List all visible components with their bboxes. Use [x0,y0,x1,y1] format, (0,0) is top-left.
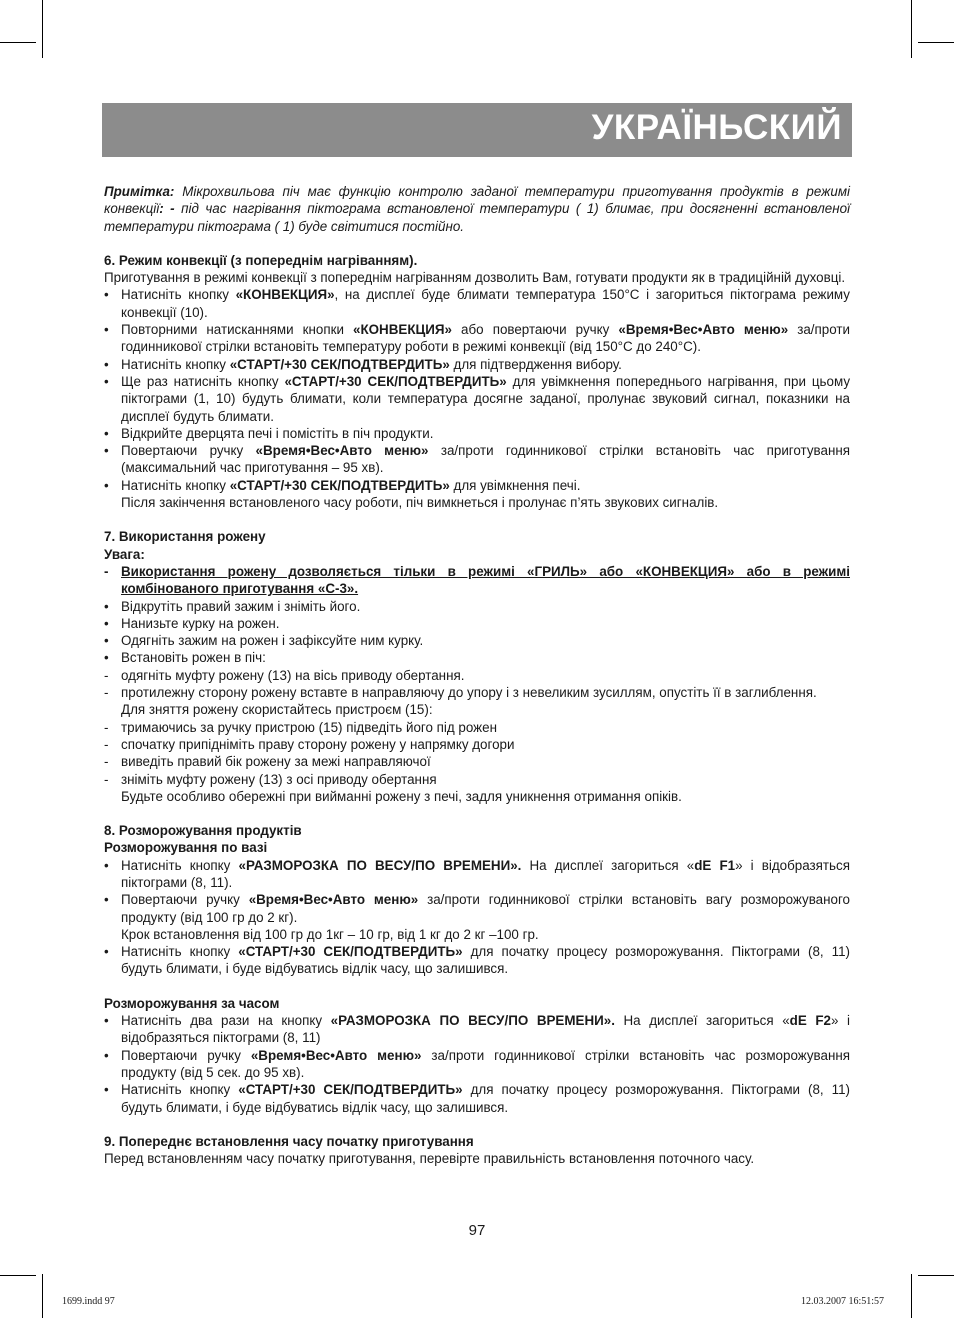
list-item: • Натисніть кнопку «СТАРТ/+30 СЕК/ПОДТВЕРДИТЬ» для початку процесу розморожування. Піктограми (8, 11) будуть блимати, і буде відбуватись відлік часу, що залишився. [104,1082,851,1115]
bullet-marker: • [104,356,109,372]
section-heading: 6. Режим конвекції (з попереднім нагріванням). [104,252,418,268]
crop-mark [911,0,912,58]
dash-marker: - [104,736,109,752]
bullet-marker: • [104,650,109,666]
dash-marker: - [104,771,109,787]
crop-mark [0,1275,36,1276]
bullet-marker: • [104,944,109,960]
list-continuation: Для зняття рожену скористайтесь пристроєм (15): [121,702,433,718]
dash-marker: - [104,667,109,683]
list-item: - зніміть муфту рожену (13) з осі приводу обертання [104,771,437,787]
crop-mark [918,1275,954,1276]
dash-marker: - [104,754,109,770]
bullet-marker: • [104,598,109,614]
list-item: • Повертаючи ручку «Время•Вес•Авто меню» за/проти годинникової стрілки встановіть час приготування (максимальний час приготування – 95 хв). [104,443,850,476]
crop-mark [0,42,36,43]
list-item: - одягніть муфту рожену (13) на вісь приводу обертання. [104,667,465,683]
section-heading: 7. Використання рожену [104,529,266,545]
note-paragraph [104,183,850,235]
timestamp-slug: 12.03.2007 16:51:57 [800,1296,884,1307]
language-banner [102,103,852,157]
dash-marker: - [104,719,109,735]
bullet-marker: • [104,443,109,459]
section-heading: 8. Розморожування продуктів [104,823,302,839]
crop-mark [42,1274,43,1318]
list-item: • Натисніть два рази на кнопку «РАЗМОРОЗКА ПО ВЕСУ/ПО ВРЕМЕНИ». На дисплеї загориться «dE F2» і відобразяться піктограми (8, 11) [104,1013,850,1046]
page-title: УКРАЇНЬСКИЙ [591,108,842,147]
list-item: • Повертаючи ручку «Время•Вес•Авто меню» за/проти годинникової стрілки встановіть вагу розморожуваного продукту (від 100 гр до 2 кг). [104,892,850,925]
list-item: • Натисніть кнопку «СТАРТ/+30 СЕК/ПОДТВЕРДИТЬ» для початку процесу розморожування. Піктограми (8, 11) будуть блимати, і буде відбуватись відлік часу, що залишився. [104,944,851,977]
crop-mark [918,42,954,43]
bullet-marker: • [104,425,109,441]
list-item: • Нанизьте курку на рожен. [104,615,280,631]
subsection-heading: Розморожування по вазі [104,840,268,856]
attention-label: Увага: [104,546,145,562]
note-separator: : - [159,201,182,217]
bullet-marker: • [104,892,109,908]
bullet-marker: • [104,477,109,493]
page-number: 97 [468,1222,486,1239]
crop-mark [911,1274,912,1318]
bullet-marker: • [104,322,109,338]
bullet-marker: • [104,615,109,631]
list-item: - виведіть правий бік рожену за межі направляючої [104,754,431,770]
crop-mark [42,0,43,58]
note-label: Примітка: [104,184,175,199]
list-item: • Натисніть кнопку «РАЗМОРОЗКА ПО ВЕСУ/ПО ВРЕМЕНИ». На дисплеї загориться «dE F1» і відобразяться піктограми (8, 11). [104,857,850,890]
bullet-marker: • [104,1013,109,1029]
list-item: • Відкрутіть правий зажим і зніміть його. [104,598,361,614]
bullet-marker: • [104,287,109,303]
file-slug: 1699.indd 97 [62,1296,115,1307]
page-content [104,183,850,1167]
section-heading: 9. Попереднє встановлення часу початку приготування [104,1133,474,1149]
list-item: • Натисніть кнопку «КОНВЕКЦИЯ», на дисплеї буде блимати температура 150°С і загориться піктограма режиму конвекції (10). [104,287,850,320]
bullet-marker: • [104,1082,109,1098]
list-item: • Одягніть зажим на рожен і зафіксуйте ним курку. [104,633,424,649]
list-continuation: Після закінчення встановленого часу роботи, піч вимкнеться і пролунає п’ять звукових сигналів. [121,495,719,511]
list-item: • Відкрийте дверцята печі і помістіть в піч продукти. [104,425,434,441]
list-item: • Натисніть кнопку «СТАРТ/+30 СЕК/ПОДТВЕРДИТЬ» для увімкнення печі. [104,477,581,493]
list-item: • Ще раз натисніть кнопку «СТАРТ/+30 СЕК/ПОДТВЕРДИТЬ» для увімкнення попереднього нагрівання, при цьому піктограми (1, 10) будуть блимати, коли температура досягне заданої, пролунає звуковий сигнал, показники на дисплеї будуть блимати. [104,373,851,424]
section-text: Перед встановленням часу початку приготування, перевірте правильність встановлення поточного часу. [104,1151,755,1167]
dash-marker: - [104,563,109,579]
note-text: під час нагрівання піктограма встановленої температури ( 1) блимає, при досягненні встановленої температури піктограма ( 1) буде світитися постійно. [104,201,850,234]
list-item: • Встановіть рожен в піч: [104,650,266,666]
warning-item: - Використання рожену дозволяється тільки в режимі «ГРИЛЬ» або «КОНВЕКЦИЯ» або в режимі комбінованого приготування «С-3». [104,563,850,597]
list-item: - протилежну сторону рожену вставте в направляючу до упору і з невеликим зусиллям, опустіть її в заглиблення. [104,685,817,701]
dash-marker: - [104,685,109,701]
bullet-marker: • [104,857,109,873]
list-item: • Повторними натисканнями кнопки «КОНВЕКЦИЯ» або повертаючи ручку «Время•Вес•Авто меню» за/проти годинникової стрілки встановіть температуру роботи в режимі конвекції (від 150°С до 240°С). [104,322,850,355]
subsection-heading: Розморожування за часом [104,995,280,1011]
list-item: - тримаючись за ручку пристрою (15) підведіть його під рожен [104,719,497,735]
list-item: • Повертаючи ручку «Время•Вес•Авто меню» за/проти годинникової стрілки встановіть час розморожування продукту (від 5 сек. до 95 хв). [104,1047,850,1080]
list-continuation: Будьте особливо обережні при вийманні рожену з печі, задля уникнення отримання опіків. [121,788,682,804]
section-intro: Приготування в режимі конвекції з попереднім нагріванням дозволить Вам, готувати продукти як в традиційній духовці. [104,270,846,286]
list-item: • Натисніть кнопку «СТАРТ/+30 СЕК/ПОДТВЕРДИТЬ» для підтвердження вибору. [104,356,622,372]
bullet-marker: • [104,633,109,649]
bullet-marker: • [104,1047,109,1063]
bullet-marker: • [104,373,109,389]
list-item: - спочатку припідніміть праву сторону рожену у напрямку догори [104,736,515,752]
note-text: Мікрохвильова піч має функцію контролю заданої температури приготування продуктів в режимі конвекції [104,184,850,217]
list-continuation: Крок встановлення від 100 гр до 1кг – 10 гр, від 1 кг до 2 кг –100 гр. [121,926,539,942]
